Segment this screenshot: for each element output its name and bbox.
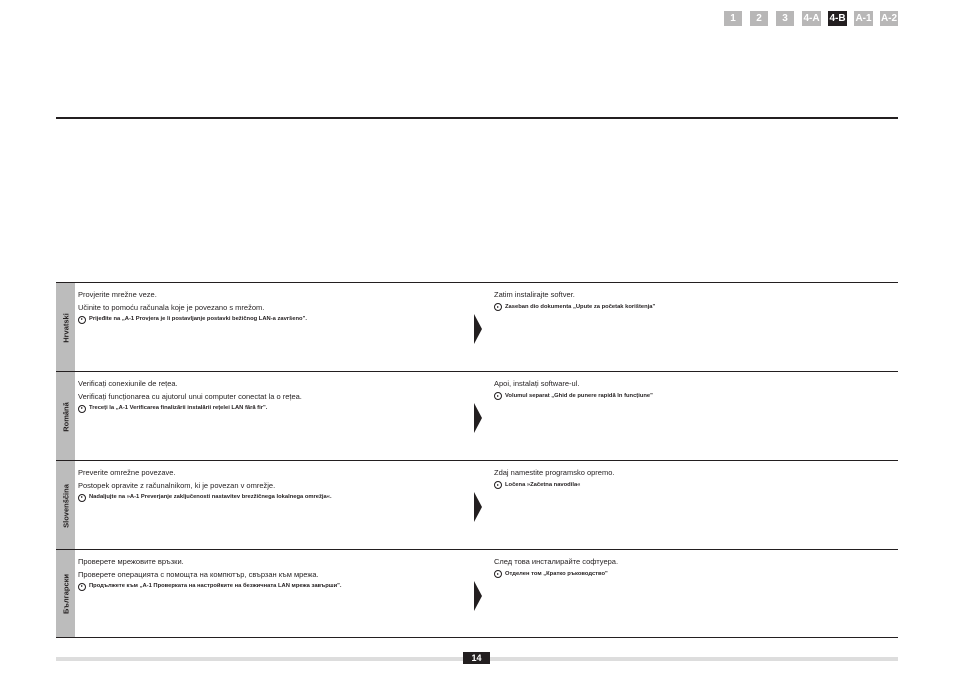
check-column	[78, 289, 458, 325]
arrow-circle-icon	[494, 392, 502, 400]
install-column	[494, 289, 884, 313]
instruction-line: Zatim instalirajte softver.	[494, 290, 575, 299]
language-label: Hrvatski	[61, 312, 70, 343]
arrow-circle-icon	[78, 316, 86, 324]
tab-2[interactable]: 2	[750, 11, 768, 26]
page-number: 14	[463, 652, 490, 664]
language-label: Română	[61, 401, 70, 432]
go-to-link[interactable]	[78, 314, 458, 325]
tab-a2[interactable]: A-2	[880, 13, 898, 24]
instruction-line: След това инсталирайте софтуера.	[494, 557, 619, 566]
language-label-box	[56, 372, 75, 461]
next-step-arrow-icon	[474, 492, 482, 522]
link-text: Prijeđite na „A-1 Provjera je li postavljanje postavki bežičnog LAN-a završeno".	[89, 316, 307, 322]
instruction-line: Postopek opravite z računalnikom, ki je povezan v omrežje.	[78, 480, 276, 490]
link-text: Zaseban dio dokumenta „Upute za početak korištenja"	[505, 303, 656, 310]
go-to-link[interactable]	[78, 492, 458, 503]
instruction-line: Apoi, instalați software-ul.	[494, 379, 580, 388]
tab-4a[interactable]: 4-A	[803, 13, 820, 24]
install-column	[494, 556, 884, 580]
tab-1[interactable]: 1	[724, 11, 742, 26]
instruction-line: Проверете операцията с помощта на компютър, свързан към мрежа.	[78, 569, 319, 579]
language-label: Български	[61, 573, 70, 614]
go-to-link[interactable]	[78, 403, 458, 414]
manual-reference-link[interactable]	[494, 302, 884, 313]
check-column	[78, 378, 458, 414]
section-hrvatski	[56, 282, 898, 372]
language-label-box	[56, 550, 75, 637]
section-slovenscina	[56, 460, 898, 550]
install-column	[494, 378, 884, 402]
link-text: Nadaljujte na »A-1 Preverjanje zaključenosti nastavitev brezžičnega lokalnega omrežja«.	[89, 494, 332, 500]
instruction-line: Проверете мрежовите връзки.	[78, 557, 184, 566]
check-column	[78, 556, 458, 592]
manual-reference-link[interactable]	[494, 391, 884, 402]
arrow-circle-icon	[494, 481, 502, 489]
section-balgarski	[56, 549, 898, 638]
instruction-line: Preverite omrežne povezave.	[78, 468, 176, 477]
language-label: Slovenščina	[61, 483, 70, 528]
tab-4b[interactable]: 4-B	[829, 13, 846, 24]
header-divider	[56, 117, 898, 119]
link-text: Продължете към „A-1 Проверката на настройките на безжичната LAN мрежа завърши".	[89, 583, 342, 589]
link-text: Ločena »Začetna navodila«	[505, 481, 581, 488]
instruction-line: Učinite to pomoću računala koje je povezano s mrežom.	[78, 302, 265, 312]
manual-reference-link[interactable]	[494, 480, 884, 491]
language-label-box	[56, 283, 75, 372]
next-step-arrow-icon	[474, 314, 482, 344]
instruction-line: Verificați conexiunile de rețea.	[78, 379, 178, 388]
arrow-circle-icon	[494, 570, 502, 578]
arrow-circle-icon	[78, 494, 86, 502]
check-column	[78, 467, 458, 503]
next-step-arrow-icon	[474, 581, 482, 611]
tab-3[interactable]: 3	[776, 11, 794, 26]
instruction-line: Verificați funcționarea cu ajutorul unui computer conectat la o rețea.	[78, 391, 302, 401]
link-text: Отделен том „Кратко ръководство"	[505, 570, 608, 577]
link-text: Treceți la „A-1 Verificarea finalizării instalării rețelei LAN fără fir".	[89, 405, 268, 411]
language-label-box	[56, 461, 75, 550]
next-step-arrow-icon	[474, 403, 482, 433]
instruction-line: Provjerite mrežne veze.	[78, 290, 157, 299]
manual-reference-link[interactable]	[494, 569, 884, 580]
instruction-line: Zdaj namestite programsko opremo.	[494, 468, 615, 477]
go-to-link[interactable]	[78, 581, 458, 592]
arrow-circle-icon	[78, 405, 86, 413]
arrow-circle-icon	[78, 583, 86, 591]
link-text: Volumul separat „Ghid de punere rapidă în funcțiune"	[505, 392, 653, 399]
section-romana	[56, 371, 898, 461]
arrow-circle-icon	[494, 303, 502, 311]
install-column	[494, 467, 884, 491]
tab-a1[interactable]: A-1	[855, 13, 872, 24]
